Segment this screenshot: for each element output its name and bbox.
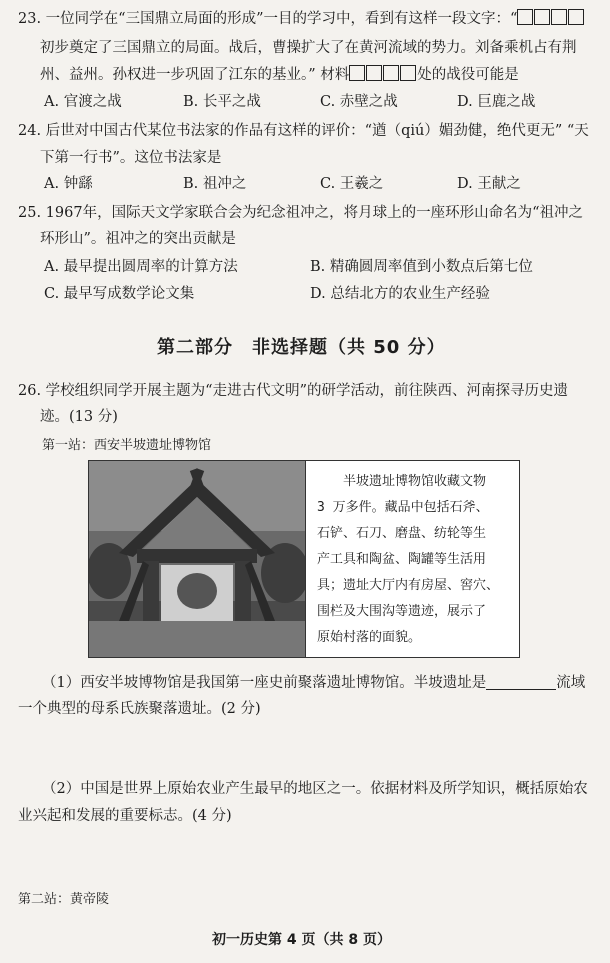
q23-option-b[interactable]: B. 长平之战 bbox=[183, 94, 261, 110]
caption-line: 围栏及大围沟等遗迹，展示了 bbox=[317, 604, 487, 619]
q25-option-c[interactable]: C. 最早写成数学论文集 bbox=[44, 286, 195, 302]
q24-option-a[interactable]: A. 钟繇 bbox=[44, 176, 93, 192]
q26-sub2-line1: （2）中国是世界上原始农业产生最早的地区之一。依据材料及所学知识，概括原始农 bbox=[42, 781, 588, 797]
q26-sub1-line2: 一个典型的母系氏族聚落遗址。(2 分) bbox=[18, 701, 261, 717]
gate-illustration bbox=[89, 461, 305, 657]
caption-line: 具；遗址大厅内有房屋、窖穴、 bbox=[317, 578, 500, 593]
station2-label: 第二站：黄帝陵 bbox=[18, 892, 110, 907]
q25-option-d[interactable]: D. 总结北方的农业生产经验 bbox=[310, 286, 490, 302]
q24-option-d[interactable]: D. 王献之 bbox=[457, 176, 521, 192]
q26-sub1-line1 bbox=[42, 672, 585, 694]
q23-option-c[interactable]: C. 赤壁之战 bbox=[320, 94, 398, 110]
q24-option-b[interactable]: B. 祖冲之 bbox=[183, 176, 247, 192]
part2-title: 第二部分 非选择题（共 50 分） bbox=[157, 337, 446, 358]
q23-line3b: 处的战役可能是 bbox=[417, 67, 519, 83]
caption-line: 产工具和陶盆、陶罐等生活用 bbox=[317, 552, 487, 567]
q25-line1: 25. 1967年，国际天文学家联合会为纪念祖冲之，将月球上的一座环形山命名为“祖冲之 bbox=[18, 205, 583, 221]
q26-sub1-text: （1）西安半坡博物馆是我国第一座史前聚落遗址博物馆。半坡遗址是 bbox=[42, 675, 487, 691]
q25-option-a[interactable]: A. 最早提出圆周率的计算方法 bbox=[44, 259, 238, 275]
q23-material-boxes bbox=[349, 67, 417, 83]
q23-line2: 初步奠定了三国鼎立的局面。战后，曹操扩大了在黄河流域的势力。刘备乘机占有荆 bbox=[40, 40, 577, 56]
q26-sub1-suffix: 流域 bbox=[556, 675, 586, 691]
museum-figure bbox=[88, 460, 520, 658]
q23-line3a: 州、益州。孙权进一步巩固了江东的基业。” 材料 bbox=[40, 67, 350, 83]
q26-line2: 迹。(13 分) bbox=[40, 409, 118, 425]
q23-option-a[interactable]: A. 官渡之战 bbox=[44, 94, 122, 110]
caption-line: 半坡遗址博物馆收藏文物 bbox=[343, 474, 487, 489]
q23-line1 bbox=[18, 8, 585, 30]
answer-blank[interactable] bbox=[486, 673, 556, 690]
q26-line1: 26. 学校组织同学开展主题为“走进古代文明”的研学活动，前往陕西、河南探寻历史遗 bbox=[18, 383, 568, 399]
q26-sub2-line2: 业兴起和发展的重要标志。(4 分) bbox=[18, 808, 232, 824]
caption-line: 原始村落的面貌。 bbox=[317, 630, 422, 645]
q24-line2: 下第一行书”。这位书法家是 bbox=[40, 150, 222, 166]
q23-line1-text: 23. 一位同学在“三国鼎立局面的形成”一目的学习中，看到有这样一段文字：“ bbox=[18, 11, 518, 27]
museum-caption bbox=[317, 469, 513, 651]
station1-label: 第一站：西安半坡遗址博物馆 bbox=[42, 438, 212, 453]
caption-line: 3 万多件。藏品中包括石斧、 bbox=[317, 500, 489, 515]
q25-option-b[interactable]: B. 精确圆周率值到小数点后第七位 bbox=[310, 259, 533, 275]
q23-blank-boxes bbox=[517, 11, 585, 27]
q23-line3 bbox=[40, 64, 519, 86]
q24-option-c[interactable]: C. 王羲之 bbox=[320, 176, 384, 192]
q25-line2: 环形山”。祖冲之的突出贡献是 bbox=[40, 231, 236, 247]
caption-line: 石铲、石刀、磨盘、纺轮等生 bbox=[317, 526, 487, 541]
page-footer: 初一历史第 4 页（共 8 页） bbox=[212, 932, 391, 948]
q23-option-d[interactable]: D. 巨鹿之战 bbox=[457, 94, 536, 110]
museum-gate-photo bbox=[89, 461, 306, 657]
q24-line1: 24. 后世对中国古代某位书法家的作品有这样的评价：“遒（qiú）媚劲健，绝代更无” “天 bbox=[18, 123, 589, 139]
